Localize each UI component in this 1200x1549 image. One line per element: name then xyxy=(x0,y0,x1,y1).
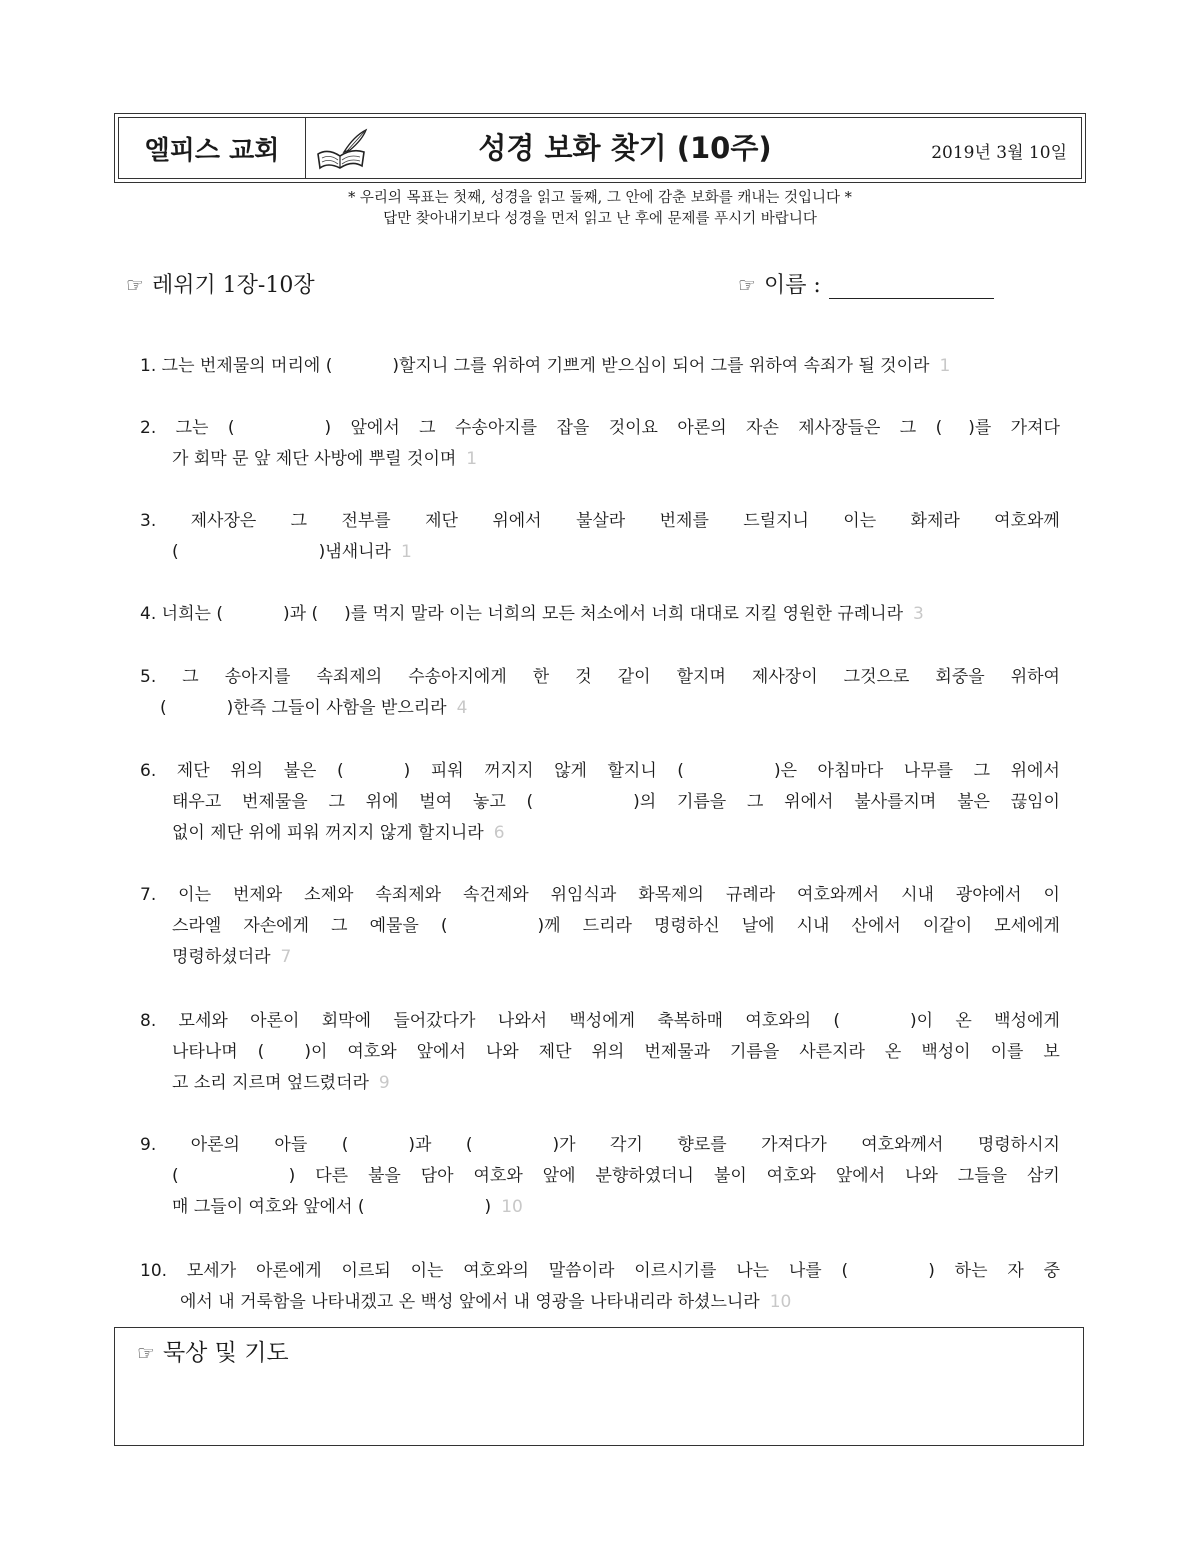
question-word: 백성 xyxy=(420,1292,454,1312)
question-word: 수송아지를 xyxy=(454,418,538,438)
question-word: 분향하였더니 xyxy=(595,1166,694,1186)
question-word: 그는 xyxy=(175,418,209,438)
question-line xyxy=(140,599,1060,630)
question-word: 너희는 xyxy=(161,604,211,624)
question-word: 위임식과 xyxy=(550,885,617,905)
question-word: 꺼지지 xyxy=(325,823,375,843)
notice-line-2: 답만 찾아내기보다 성경을 먼저 읽고 난 후에 문제를 푸시기 바랍니다 xyxy=(383,211,817,227)
question-word: 그 xyxy=(182,667,199,687)
question-word: 여호와 xyxy=(347,1042,397,1062)
question-word: 속건제와 xyxy=(462,885,529,905)
question-word: 할지며 xyxy=(676,667,726,687)
question-word: 대대로 xyxy=(689,604,739,624)
question-word: 여호와의 xyxy=(745,1011,812,1031)
answer-blank[interactable]: ( ) xyxy=(172,1166,296,1186)
question-word: 여호와 xyxy=(248,1197,298,1217)
question-word: 그들을 xyxy=(957,1166,1008,1186)
question-line xyxy=(140,818,1060,849)
question-word: 중 xyxy=(1043,1261,1060,1281)
question-word: 사함을 xyxy=(326,698,376,718)
question-word: 규례니라 xyxy=(837,604,904,624)
question-word: 그 xyxy=(973,761,991,781)
question-line xyxy=(140,1256,1060,1287)
question-word: 속죄제의 xyxy=(316,667,383,687)
question-word: 1. xyxy=(140,356,157,376)
answer-blank[interactable]: ( )과 xyxy=(216,604,307,624)
question-word: 하셨느니라 xyxy=(677,1292,760,1312)
question-word: 거룩함을 xyxy=(240,1292,306,1312)
question-word: 드릴지니 xyxy=(743,511,809,531)
date: 2019년 3월 10일 xyxy=(931,143,1067,163)
question-line xyxy=(140,693,1060,724)
question-word: 위하여 xyxy=(491,356,542,376)
answer-blank[interactable]: ( )를 xyxy=(935,418,992,438)
header-box xyxy=(114,113,1086,183)
verse-number: 10 xyxy=(769,1292,792,1312)
question-word: 사른지라 xyxy=(799,1042,865,1062)
answer-blank[interactable]: ( ) xyxy=(357,1197,492,1217)
question-word: 그를 xyxy=(710,356,744,376)
question-word: 불은 xyxy=(957,792,990,812)
question-word: 아론에게 xyxy=(255,1261,322,1281)
question-line xyxy=(140,911,1060,942)
open-book-quill-icon xyxy=(314,126,370,174)
verse-number: 1 xyxy=(939,356,951,376)
question-word: 아들 xyxy=(274,1135,308,1155)
meditation-box xyxy=(114,1327,1084,1446)
question-line xyxy=(140,1068,1060,1099)
question-word: 태우고 xyxy=(172,792,222,812)
question-word: 제단 xyxy=(538,1042,572,1062)
question-word: 위의 xyxy=(591,1042,625,1062)
question-word: 이는 xyxy=(410,1261,444,1281)
question-word: 모든 xyxy=(542,604,575,624)
question-word: 명령하신 xyxy=(653,916,720,936)
question-6 xyxy=(140,756,1060,849)
page-title: 성경 보화 찾기 (10주) xyxy=(478,131,772,165)
question-word: 위에서 xyxy=(492,511,542,531)
question-word: 모세에게 xyxy=(994,916,1060,936)
question-word: 피워 xyxy=(286,823,320,843)
notice-line-1: * 우리의 목표는 첫째, 성경을 읽고 둘째, 그 안에 감춘 보화를 캐내는 것입니다 * xyxy=(348,190,852,206)
verse-number: 7 xyxy=(280,947,292,967)
question-word: 10. xyxy=(140,1261,168,1281)
question-word: 불을 xyxy=(367,1166,401,1186)
question-word: 모세가 xyxy=(186,1261,237,1281)
question-line xyxy=(140,537,1060,568)
question-word: 산에서 xyxy=(851,916,901,936)
answer-blank[interactable]: ( )이 xyxy=(833,1011,934,1031)
question-word: 아론의 xyxy=(677,418,727,438)
question-word: 백성이 xyxy=(921,1042,971,1062)
question-word: 번제물과 xyxy=(644,1042,711,1062)
question-word: 송아지를 xyxy=(224,667,291,687)
pointer-hand-icon: ☞ xyxy=(738,273,756,297)
question-line xyxy=(140,506,1060,537)
question-word: 불은 xyxy=(283,761,317,781)
question-word: 사방에 xyxy=(314,449,364,469)
question-word: 위에 xyxy=(365,792,399,812)
question-word: 여호와 xyxy=(473,1166,523,1186)
question-word: 7. xyxy=(140,885,157,905)
question-word: 제사장은 xyxy=(190,511,257,531)
question-word: 나와서 xyxy=(497,1011,548,1031)
question-word: 그것으로 xyxy=(843,667,910,687)
question-word: 가 xyxy=(172,449,189,469)
answer-blank[interactable]: ( )의 xyxy=(526,792,657,812)
question-word: 매 xyxy=(172,1197,189,1217)
question-word: 제단 xyxy=(425,511,458,531)
book-reference-text: 레위기 1장-10장 xyxy=(151,273,315,298)
question-word: 8. xyxy=(140,1011,157,1031)
question-word: 앞에서 xyxy=(416,1042,466,1062)
pointer-hand-icon: ☞ xyxy=(126,273,144,297)
question-word: 아론의 xyxy=(190,1135,240,1155)
question-word: 뿌릴 xyxy=(368,449,402,469)
question-word: 앞에서 xyxy=(350,418,400,438)
church-name: 엘피스 교회 xyxy=(119,118,306,178)
question-word: 그를 xyxy=(453,356,487,376)
question-word: 9. xyxy=(140,1135,157,1155)
question-word: 시내 xyxy=(796,916,830,936)
question-word: 그 xyxy=(328,792,345,812)
question-word: 것이며 xyxy=(407,449,457,469)
verse-number: 3 xyxy=(913,604,924,624)
verse-number: 1 xyxy=(400,542,412,562)
book-reference xyxy=(126,268,315,299)
question-word: 소제와 xyxy=(304,885,354,905)
question-word: 말씀이라 xyxy=(548,1261,615,1281)
question-word: 내 xyxy=(513,1292,530,1312)
question-word: 그 xyxy=(746,792,764,812)
question-line xyxy=(140,351,1060,382)
question-word: 보 xyxy=(1043,1042,1060,1062)
verse-number: 9 xyxy=(378,1073,390,1093)
question-word: 명령하시지 xyxy=(977,1135,1060,1155)
question-line xyxy=(140,662,1060,693)
question-line xyxy=(140,880,1060,911)
question-word: 번제물의 xyxy=(199,356,266,376)
question-word: 이르시기를 xyxy=(634,1261,717,1281)
question-word: 이같이 xyxy=(922,916,973,936)
question-line xyxy=(140,756,1060,787)
answer-blank[interactable]: ( ) xyxy=(337,761,411,781)
question-word: 아론이 xyxy=(250,1011,300,1031)
question-word: 아침마다 xyxy=(817,761,884,781)
question-word: 예물을 xyxy=(369,916,419,936)
question-word: 회막 xyxy=(193,449,227,469)
question-word: 한 xyxy=(532,667,550,687)
question-word: 나타내겠고 xyxy=(311,1292,394,1312)
question-word: 같이 xyxy=(617,667,651,687)
answer-blank[interactable]: ( )과 xyxy=(341,1135,432,1155)
answer-blank[interactable]: ( )이 xyxy=(257,1042,328,1062)
question-word: 회막에 xyxy=(321,1011,372,1031)
question-word: 담아 xyxy=(420,1166,454,1186)
answer-blank[interactable]: ( )할지니 xyxy=(325,356,449,376)
question-word: 지르며 xyxy=(232,1073,282,1093)
question-line xyxy=(140,413,1060,444)
question-word: 이 xyxy=(1043,885,1060,905)
question-word: 모세와 xyxy=(178,1011,228,1031)
question-word: 3. xyxy=(140,511,157,531)
question-word: 것 xyxy=(575,667,592,687)
question-word: 2. xyxy=(140,418,157,438)
question-word: 속죄제와 xyxy=(375,885,442,905)
question-word: 나타내리라 xyxy=(590,1292,673,1312)
answer-blank[interactable]: ( )가 xyxy=(465,1135,576,1155)
meditation-title-text: 묵상 및 기도 xyxy=(162,1340,289,1366)
question-word: 제단 xyxy=(176,761,210,781)
question-word: 앞에서 xyxy=(835,1166,886,1186)
question-word: 이를 xyxy=(990,1042,1024,1062)
question-word: 에서 xyxy=(180,1292,213,1312)
question-word: 할지니 xyxy=(607,761,657,781)
question-word: 기름을 xyxy=(676,792,727,812)
question-word: 문 xyxy=(232,449,249,469)
question-5 xyxy=(140,662,1060,724)
question-word: 고 xyxy=(172,1073,189,1093)
answer-blank[interactable]: ( )께 xyxy=(440,916,561,936)
question-word: 제사장들은 xyxy=(798,418,881,438)
question-word: 그들이 xyxy=(271,698,321,718)
answer-blank[interactable]: ( ) xyxy=(227,418,332,438)
question-word: 놓고 xyxy=(472,792,506,812)
question-word: 위에서 xyxy=(784,792,834,812)
question-word: 그 xyxy=(331,916,348,936)
question-word: 꺼지지 xyxy=(484,761,534,781)
question-word: 너희의 xyxy=(487,604,537,624)
question-word: 자손 xyxy=(746,418,779,438)
question-word: 불이 xyxy=(713,1166,747,1186)
question-word: 것이라 xyxy=(880,356,930,376)
question-line xyxy=(140,1161,1060,1192)
question-word: 들어갔다가 xyxy=(393,1011,476,1031)
verse-number: 6 xyxy=(493,823,505,843)
question-word: 번제와 xyxy=(232,885,283,905)
question-word: 않게 xyxy=(379,823,413,843)
question-word: 것이요 xyxy=(608,418,658,438)
question-word: 위하여 xyxy=(748,356,799,376)
pointer-hand-icon: ☞ xyxy=(137,1341,155,1365)
question-word: 6. xyxy=(140,761,157,781)
question-10 xyxy=(140,1256,1060,1318)
answer-blank[interactable]: ( ) xyxy=(841,1261,935,1281)
question-word: 그 xyxy=(290,511,308,531)
question-word: 4. xyxy=(140,604,157,624)
question-word: 이는 xyxy=(178,885,212,905)
question-word: 앞에서 xyxy=(458,1292,509,1312)
question-word: 백성에게 xyxy=(569,1011,636,1031)
question-word: 삼키 xyxy=(1026,1166,1060,1186)
question-word: 받으심이 xyxy=(601,356,667,376)
question-word: 규례라 xyxy=(725,885,776,905)
verse-number: 10 xyxy=(501,1197,523,1217)
question-word: 앞 xyxy=(253,449,271,469)
question-line xyxy=(140,1192,1060,1223)
question-word: 여호와께서 xyxy=(861,1135,944,1155)
question-word: 5. xyxy=(140,667,157,687)
question-line xyxy=(140,787,1060,818)
question-word: 온 xyxy=(955,1011,972,1031)
header-inner xyxy=(118,117,1082,179)
question-word: 나는 xyxy=(736,1261,770,1281)
question-word: 소리 xyxy=(193,1073,227,1093)
question-word: 그 xyxy=(419,418,436,438)
question-word: 나를 xyxy=(788,1261,822,1281)
question-word: 불살라 xyxy=(575,511,626,531)
meditation-title xyxy=(137,1334,289,1367)
question-3 xyxy=(140,506,1060,568)
question-word: 화목제의 xyxy=(638,885,704,905)
answer-blank[interactable]: ( )를 xyxy=(311,604,368,624)
question-word: 이는 xyxy=(843,511,877,531)
question-word: 불사를지며 xyxy=(854,792,937,812)
question-word: 받으리라 xyxy=(380,698,447,718)
question-word: 전부를 xyxy=(341,511,391,531)
question-word: 벌여 xyxy=(419,792,453,812)
name-blank[interactable] xyxy=(829,276,994,299)
question-word: 그 xyxy=(899,418,917,438)
question-word: 제사장이 xyxy=(751,667,818,687)
question-word: 기름을 xyxy=(730,1042,780,1062)
question-word: 하는 xyxy=(954,1261,988,1281)
question-word: 영원한 xyxy=(782,604,832,624)
question-word: 영광을 xyxy=(535,1292,585,1312)
question-word: 여호와께서 xyxy=(797,885,880,905)
question-word: 번제물을 xyxy=(242,792,308,812)
question-word: 화제라 xyxy=(910,511,960,531)
question-9 xyxy=(140,1130,1060,1223)
question-word: 될 xyxy=(858,356,875,376)
question-word: 제단 xyxy=(275,449,309,469)
question-word: 앞에서 xyxy=(303,1197,353,1217)
answer-blank[interactable]: ( )냄새니라 xyxy=(172,542,391,562)
question-word: 온 xyxy=(398,1292,416,1312)
name-field xyxy=(738,268,994,299)
question-word: 각기 xyxy=(610,1135,643,1155)
question-word: 여호와의 xyxy=(463,1261,529,1281)
question-word: 잡을 xyxy=(556,418,590,438)
question-word: 말라 xyxy=(410,604,444,624)
question-word: 시내 xyxy=(901,885,934,905)
question-word: 내 xyxy=(218,1292,235,1312)
question-word: 회중을 xyxy=(935,667,985,687)
question-word: 스라엘 xyxy=(172,916,222,936)
question-word: 지킬 xyxy=(744,604,778,624)
question-word: 그는 xyxy=(161,356,195,376)
question-word: 않게 xyxy=(554,761,587,781)
question-line xyxy=(140,1037,1060,1068)
question-word: 이는 xyxy=(449,604,482,624)
question-word: 날에 xyxy=(741,916,775,936)
question-word: 광야에서 xyxy=(955,885,1022,905)
question-word: 나와 xyxy=(485,1042,519,1062)
question-word: 속죄가 xyxy=(803,356,853,376)
question-word: 위에서 xyxy=(1010,761,1060,781)
name-label: 이름 : xyxy=(763,273,821,298)
question-word: 온 xyxy=(884,1042,902,1062)
question-word: 너희 xyxy=(651,604,685,624)
question-word: 나와 xyxy=(905,1166,938,1186)
verse-number: 1 xyxy=(466,449,478,469)
question-word: 가져다가 xyxy=(761,1135,827,1155)
question-word: 처소에서 xyxy=(580,604,646,624)
question-word: 끊임이 xyxy=(1010,792,1060,812)
question-word: 백성에게 xyxy=(994,1011,1060,1031)
question-word: 위하여 xyxy=(1010,667,1060,687)
question-word: 이르되 xyxy=(341,1261,391,1281)
question-word: 다른 xyxy=(315,1166,349,1186)
question-word: 여호와 xyxy=(766,1166,816,1186)
verse-number: 4 xyxy=(456,698,468,718)
question-word: 피워 xyxy=(430,761,464,781)
question-word: 위의 xyxy=(230,761,264,781)
question-word: 나무를 xyxy=(903,761,954,781)
question-word: 할지니라 xyxy=(418,823,484,843)
question-word: 번제를 xyxy=(659,511,709,531)
question-word: 앞에 xyxy=(542,1166,576,1186)
question-word: 먹지 xyxy=(372,604,406,624)
question-8 xyxy=(140,1006,1060,1099)
question-word: 제단 xyxy=(210,823,244,843)
question-line xyxy=(140,1006,1060,1037)
question-word: 없이 xyxy=(172,823,205,843)
question-word: 머리에 xyxy=(271,356,321,376)
question-word: 나타나며 xyxy=(172,1042,238,1062)
question-word: 축복하매 xyxy=(657,1011,724,1031)
question-word: 여호와께 xyxy=(994,511,1060,531)
question-line xyxy=(140,1287,1060,1318)
question-word: 엎드렸더라 xyxy=(286,1073,369,1093)
question-1 xyxy=(140,351,1060,382)
question-word: 자 xyxy=(1007,1261,1024,1281)
question-line xyxy=(140,942,1060,973)
answer-blank[interactable]: ( )한즉 xyxy=(160,698,267,718)
question-word: 수송아지에게 xyxy=(408,667,507,687)
answer-blank[interactable]: ( )은 xyxy=(677,761,797,781)
question-line xyxy=(140,444,1060,475)
question-word: 기쁘게 xyxy=(546,356,596,376)
question-word: 향로를 xyxy=(677,1135,727,1155)
question-word: 되어 xyxy=(672,356,706,376)
question-word: 명령하셨더라 xyxy=(172,947,271,967)
question-word: 위에 xyxy=(248,823,282,843)
question-line xyxy=(140,1130,1060,1161)
question-word: 그들이 xyxy=(193,1197,244,1217)
question-word: 자손에게 xyxy=(243,916,310,936)
question-word: 가져다 xyxy=(1010,418,1060,438)
question-2 xyxy=(140,413,1060,475)
question-7 xyxy=(140,880,1060,973)
question-word: 드리라 xyxy=(582,916,632,936)
question-4 xyxy=(140,599,1060,630)
